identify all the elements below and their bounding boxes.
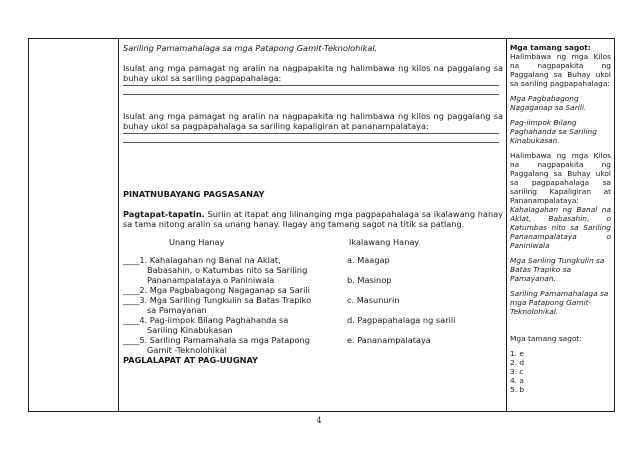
item-4-text-2: Sariling Kinabukasan bbox=[147, 325, 233, 335]
col1-heading: Unang Hanay bbox=[169, 237, 225, 247]
item-1-text-2: Babasahin, o Katumbas nito sa Sariling bbox=[147, 265, 308, 275]
answers-p2: Mga Pagbabagong Nagaganap sa Sarili. bbox=[510, 94, 587, 112]
item-1-text-3: Pananampalataya o Paniniwala bbox=[147, 275, 275, 285]
answer-line-1[interactable] bbox=[123, 85, 499, 86]
column-headings bbox=[123, 237, 503, 249]
item-4-text: ____4. Pag-iimpok Bilang Paghahanda sa bbox=[123, 315, 289, 325]
match-item-4 bbox=[123, 315, 503, 325]
match-item-1 bbox=[123, 255, 503, 265]
match-item-5 bbox=[123, 335, 503, 345]
main-column bbox=[119, 39, 507, 411]
instruction-1: Isulat ang mga pamagat ng aralin na nagpapakita ng halimbawa ng kilos na paggalang sa buhay ukol sa sariling pagpapahalaga: bbox=[123, 63, 503, 83]
answers-p5: Kahalagahan ng Banal na Aklat, Babasahin, o Katumbas nito sa Sariling Pananampalataya o Paniniwala bbox=[510, 205, 611, 250]
answers-p1: Halimbawa ng mga Kilos na nagpapakita ng Paggalang sa Buhay ukol sa sariling pagpapahalaga: bbox=[510, 52, 611, 88]
task-text: Suriin at itapat ang lilinanging mga pagpapahalaga sa ikalawang hanay sa tama nitong aralin sa unang hanay. Ilagay ang tamang sagot na titik sa patlang. bbox=[123, 209, 503, 229]
match-item-2 bbox=[123, 285, 503, 295]
answer-key-2: 2. d bbox=[510, 358, 525, 367]
answers-column bbox=[507, 39, 614, 411]
answers-p4: Halimbawa ng mga Kilos na nagpapakita ng Paggalang sa Buhay ukol sa pagpapahalaga sa sariling Kapaligiran at Pananampalataya: bbox=[510, 151, 611, 205]
task-label: Pagtapat-tapatin. bbox=[123, 209, 205, 219]
item-3-text-2: sa Pamayanan bbox=[147, 305, 207, 315]
main-content bbox=[123, 43, 503, 365]
answers-p3: Pag-iimpok Bilang Paghahanda sa Sariling Kinabukasan. bbox=[510, 118, 597, 145]
section-heading: PINATNUBAYANG PAGSASANAY bbox=[123, 189, 265, 199]
answers-heading-2: Mga tamang sagot: bbox=[510, 334, 582, 343]
item-5-text-2: Gamit -Teknolohikal bbox=[147, 345, 227, 355]
choice-e: e. Pananampalataya bbox=[347, 335, 431, 345]
answer-key-3: 3. c bbox=[510, 367, 524, 376]
left-column bbox=[29, 39, 119, 411]
choice-a: a. Maagap bbox=[347, 255, 390, 265]
answers-heading: Mga tamang sagot: bbox=[510, 43, 591, 52]
item-3-text: ____3. Mga Sariling Tungkulin sa Batas Trapiko bbox=[123, 295, 312, 305]
answer-key-4: 4. a bbox=[510, 376, 524, 385]
choice-b: b. Masinop bbox=[347, 275, 392, 285]
col2-heading: Ikalawang Hanay bbox=[349, 237, 420, 247]
task-instructions bbox=[123, 209, 503, 229]
item-5-text: ____5. Sariling Pamamahala sa mga Patapong bbox=[123, 335, 310, 345]
closing-heading: PAGLALAPAT AT PAG-UUGNAY bbox=[123, 355, 258, 365]
answers-p7: Sariling Pamamahalaga sa mga Patapong Gamit-Teknolohikal. bbox=[510, 289, 609, 316]
item-1-text: ____1. Kahalagahan ng Banal na Aklat, bbox=[123, 255, 281, 265]
page-number: 4 bbox=[316, 416, 322, 425]
answer-key-1: 1. e bbox=[510, 349, 524, 358]
answer-line-3[interactable] bbox=[123, 133, 499, 134]
instruction-2: Isulat ang mga pamagat ng aralin na nagpapakita ng halimbawa ng kilos ng paggalang sa buhay ukol sa pagpapahalaga sa sariling kapaligiran at pananampalataya: bbox=[123, 111, 503, 131]
lesson-table bbox=[28, 38, 615, 412]
choice-d: d. Pagpapahalaga ng sarili bbox=[347, 315, 456, 325]
match-item-3 bbox=[123, 295, 503, 305]
answers-content bbox=[510, 43, 611, 394]
choice-c: c. Masunurin bbox=[347, 295, 400, 305]
answers-p6: Mga Sariling Tungkulin sa Batas Trapiko sa Pamayanan. bbox=[510, 256, 605, 283]
item-2-text: ____2. Mga Pagbabagong Nagaganap sa Sarili bbox=[123, 285, 310, 295]
intro-title: Sariling Pamamahalaga sa mga Patapong Gamit-Teknolohikal. bbox=[123, 43, 378, 53]
answer-key-5: 5. b bbox=[510, 385, 525, 394]
